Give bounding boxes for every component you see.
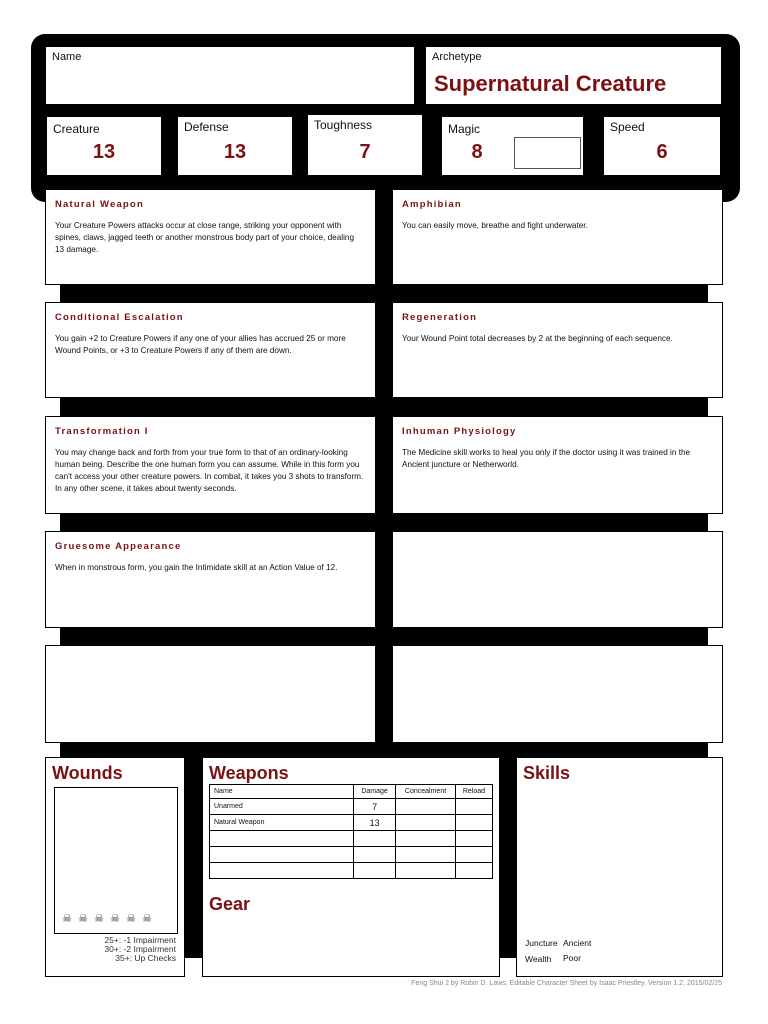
stat-toughness-value: 7	[359, 141, 371, 163]
power-panel[interactable]	[392, 302, 723, 398]
weapon-damage[interactable]: 7	[354, 799, 396, 815]
gear-field[interactable]	[209, 918, 493, 972]
weapon-concealment[interactable]	[396, 863, 456, 879]
weapon-name[interactable]: Natural Weapon	[210, 815, 354, 831]
stat-speed[interactable]	[603, 116, 721, 176]
weapons-table	[209, 784, 493, 879]
weapon-reload[interactable]	[455, 815, 492, 831]
archetype-value: Supernatural Creature	[434, 71, 667, 96]
bottom-left-frame	[184, 758, 202, 958]
power-title: Amphibian	[402, 199, 462, 210]
wound-tracker[interactable]	[54, 787, 178, 934]
archetype-field[interactable]	[425, 46, 722, 105]
skills-panel	[516, 757, 723, 977]
weapon-reload[interactable]	[455, 831, 492, 847]
row-bar-5	[60, 742, 708, 758]
weapon-damage[interactable]	[354, 847, 396, 863]
stat-toughness[interactable]	[307, 114, 423, 176]
power-text: You gain +2 to Creature Powers if any one of your allies has accrued 25 or more Wound Points, or +3 to Creature Powers if any of them are down.	[55, 334, 346, 355]
stat-speed-label: Speed	[610, 120, 645, 134]
column-header: Concealment	[396, 785, 456, 799]
power-panel[interactable]	[45, 189, 376, 285]
column-header: Name	[210, 785, 354, 799]
weapons-panel	[202, 757, 500, 977]
wounds-title: Wounds	[52, 763, 123, 783]
skull-row	[59, 909, 175, 927]
power-text: You can easily move, breathe and fight underwater.	[402, 221, 588, 230]
stat-magic-label: Magic	[448, 122, 481, 136]
row-bar-1	[60, 283, 708, 303]
table-row[interactable]	[210, 815, 493, 831]
power-text: You may change back and forth from your true form to that of an ordinary-looking human being. Describe the one human form you can assume. While in this form you can't access your other creature powers. In combat, it takes you 3 shots to transform. In any other scene, it takes about twenty seconds.	[55, 448, 364, 493]
stat-defense-label: Defense	[184, 120, 229, 134]
stat-defense-value: 13	[223, 141, 247, 163]
power-text: Your Creature Powers attacks occur at close range, striking your opponent with spines, claws, jagged teeth or another monstrous body part of your choice, dealing 13 damage.	[55, 221, 355, 254]
weapon-damage[interactable]	[354, 863, 396, 879]
power-panel[interactable]	[392, 645, 723, 743]
impairment-line: 35+: Up Checks	[115, 953, 176, 963]
credits-footer: Feng Shui 2 by Robin D. Laws, Editable Character Sheet by Isaac Priestley. Version 1.2, 2015/02/25	[411, 980, 722, 987]
stat-speed-value: 6	[656, 141, 668, 163]
stat-magic-value: 8	[471, 141, 483, 163]
power-text: The Medicine skill works to heal you only if the doctor using it was trained in the Ancient juncture or Netherworld.	[402, 448, 691, 469]
skull-crossbones-icon: ☠	[62, 913, 72, 925]
power-text: When in monstrous form, you gain the Intimidate skill at an Action Value of 12.	[55, 563, 338, 572]
name-label: Name	[52, 51, 82, 63]
power-title: Natural Weapon	[55, 199, 144, 210]
table-row[interactable]	[210, 831, 493, 847]
power-title: Conditional Escalation	[55, 312, 184, 323]
stat-creature[interactable]	[46, 116, 162, 176]
juncture-label: Juncture	[525, 938, 558, 948]
skills-field[interactable]	[523, 788, 717, 928]
juncture-value[interactable]: Ancient	[563, 938, 592, 948]
wealth-value[interactable]: Poor	[563, 953, 581, 963]
column-header: Reload	[455, 785, 492, 799]
weapon-concealment[interactable]	[396, 831, 456, 847]
power-panel[interactable]	[45, 531, 376, 628]
magic-extra-input[interactable]	[514, 137, 581, 169]
impairment-line: 30+: -2 Impairment	[104, 944, 176, 954]
weapon-reload[interactable]	[455, 799, 492, 815]
power-title: Transformation I	[55, 426, 149, 437]
skull-crossbones-icon: ☠	[142, 913, 152, 925]
weapon-reload[interactable]	[455, 863, 492, 879]
weapons-title: Weapons	[209, 763, 289, 783]
power-panel[interactable]	[392, 416, 723, 514]
skull-crossbones-icon: ☠	[126, 913, 136, 925]
weapon-name[interactable]	[210, 847, 354, 863]
skull-crossbones-icon: ☠	[110, 913, 120, 925]
power-panel[interactable]	[392, 189, 723, 285]
table-row[interactable]	[210, 863, 493, 879]
power-title: Gruesome Appearance	[55, 541, 182, 552]
power-panel[interactable]	[45, 302, 376, 398]
stat-defense[interactable]	[177, 116, 293, 176]
power-panel[interactable]	[45, 645, 376, 743]
table-row[interactable]	[210, 847, 493, 863]
table-row[interactable]	[210, 799, 493, 815]
stat-toughness-label: Toughness	[314, 118, 373, 132]
center-divider	[376, 188, 392, 756]
power-panel[interactable]	[45, 416, 376, 514]
impairment-line: 25+: -1 Impairment	[104, 935, 176, 945]
stat-magic[interactable]	[441, 116, 584, 176]
power-panel[interactable]	[392, 531, 723, 628]
weapon-damage[interactable]: 13	[354, 815, 396, 831]
impairment-list	[104, 936, 176, 963]
gear-title: Gear	[209, 894, 251, 914]
weapon-reload[interactable]	[455, 847, 492, 863]
weapon-concealment[interactable]	[396, 815, 456, 831]
skull-crossbones-icon: ☠	[78, 913, 88, 925]
power-text: Your Wound Point total decreases by 2 at the beginning of each sequence.	[402, 334, 673, 343]
column-header: Damage	[354, 785, 396, 799]
wounds-panel	[45, 757, 185, 977]
stat-creature-value: 13	[92, 141, 116, 163]
skills-title: Skills	[523, 763, 571, 783]
weapon-name[interactable]: Unarmed	[210, 799, 354, 815]
wealth-label: Wealth	[525, 954, 552, 964]
weapon-name[interactable]	[210, 863, 354, 879]
weapon-concealment[interactable]	[396, 847, 456, 863]
weapon-concealment[interactable]	[396, 799, 456, 815]
archetype-label: Archetype	[432, 51, 482, 63]
row-bar-4	[60, 627, 708, 645]
row-bar-2	[60, 397, 708, 417]
weapons-header-row	[210, 785, 493, 799]
bottom-right-frame	[500, 758, 516, 958]
power-title: Inhuman Physiology	[402, 426, 517, 437]
weapon-damage[interactable]	[354, 831, 396, 847]
row-bar-3	[60, 513, 708, 531]
power-title: Regeneration	[402, 312, 478, 323]
stat-creature-label: Creature	[53, 122, 100, 136]
skull-crossbones-icon: ☠	[94, 913, 104, 925]
weapon-name[interactable]	[210, 831, 354, 847]
name-field[interactable]	[45, 46, 415, 105]
